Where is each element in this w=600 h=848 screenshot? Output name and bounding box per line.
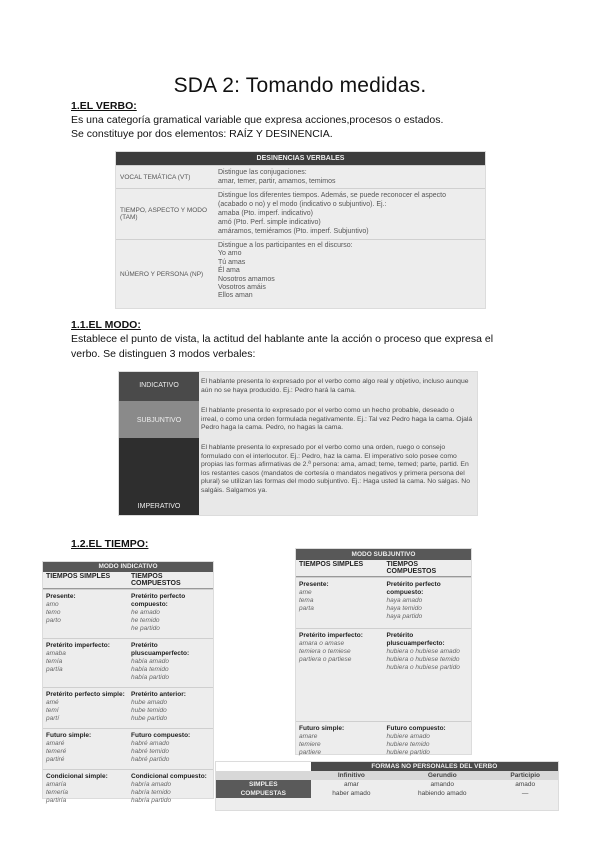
- verb-form: amara o amase: [299, 640, 345, 647]
- subjuntivo-header: MODO SUBJUNTIVO: [296, 549, 471, 560]
- verb-form: haya partido: [386, 613, 423, 620]
- desinencia-line: amar, temer, partir, amamos, temimos: [218, 178, 336, 185]
- tense-block: [296, 628, 471, 675]
- subjuntivo-table: [296, 549, 471, 754]
- verb-form: parto: [46, 617, 61, 624]
- modo-indicativo-label: INDICATIVO: [139, 382, 179, 389]
- col-simples: TIEMPOS SIMPLES: [299, 561, 364, 568]
- verb-form: partía: [46, 666, 63, 673]
- desinencia-line: Él ama: [218, 267, 240, 275]
- verb-form: habré amado: [131, 740, 170, 747]
- verb-form: amé: [46, 699, 59, 706]
- section-heading-modo: 1.1.EL MODO:: [71, 319, 141, 331]
- verb-form: he amado: [131, 609, 160, 616]
- verb-form: partiere: [299, 749, 322, 756]
- tense-name: Presente:: [46, 593, 76, 600]
- formas-col: Participio: [510, 772, 540, 779]
- verb-form: hubiera o hubiese partido: [386, 664, 460, 671]
- tense-name: Presente:: [299, 581, 329, 588]
- verbo-line-1: Es una categoría gramatical variable que expresa acciones,procesos o estados.: [71, 114, 444, 126]
- verb-form: habré temido: [131, 748, 169, 755]
- desinencia-line: Vosotros amáis: [218, 284, 266, 292]
- verb-form: amo: [46, 601, 59, 608]
- col-compuestos: TIEMPOS COMPUESTOS: [386, 561, 437, 575]
- formas-header: FORMAS NO PERSONALES DEL VERBO: [311, 762, 558, 771]
- tense-name: Futuro simple:: [46, 732, 92, 739]
- tense-name: Condicional simple:: [46, 773, 108, 780]
- desinencia-label: NÚMERO Y PERSONA (NP): [120, 271, 204, 278]
- tense-name: Pretérito perfecto compuesto:: [386, 581, 441, 596]
- indicativo-table: [43, 562, 213, 804]
- desinencia-label: VOCAL TEMÁTICA (VT): [120, 173, 191, 181]
- verb-form: temía: [46, 658, 63, 665]
- verb-form: habría amado: [131, 781, 172, 788]
- indicativo-header: MODO INDICATIVO: [43, 562, 213, 572]
- tense-block: [43, 728, 213, 767]
- tense-name: Pretérito imperfecto:: [46, 642, 110, 649]
- verb-form: partiría: [46, 797, 67, 804]
- desinencias-header: DESINENCIAS VERBALES: [116, 152, 485, 165]
- formas-table: [216, 762, 558, 810]
- verb-form: amare: [299, 733, 318, 740]
- tense-name: Pretérito perfecto compuesto:: [131, 593, 186, 608]
- verb-form: habré partido: [131, 756, 170, 763]
- verb-form: partiera o partiese: [299, 656, 352, 663]
- tense-block: [43, 687, 213, 726]
- desinencia-line: Yo amo: [218, 250, 242, 258]
- tense-block: [296, 721, 471, 760]
- page-title: SDA 2: Tomando medidas.: [173, 74, 427, 97]
- verb-form: hubiere partido: [386, 749, 430, 756]
- tense-name: Futuro simple:: [299, 725, 345, 732]
- formas-row-label: SIMPLES: [216, 780, 311, 789]
- desinencia-line: amáramos, temiéramos (Pto. imperf. Subjuntivo): [218, 228, 369, 235]
- verb-form: temí: [46, 707, 59, 714]
- verb-form: amaré: [46, 740, 65, 747]
- tense-block: [43, 638, 213, 685]
- verb-form: hube amado: [131, 699, 168, 706]
- section-heading-verbo: 1.EL VERBO:: [71, 100, 137, 112]
- verb-form: haya amado: [386, 597, 423, 604]
- verb-form: amaría: [46, 781, 67, 788]
- tense-name: Futuro compuesto:: [131, 732, 191, 739]
- desinencia-line: Tú amas: [218, 258, 246, 266]
- verb-form: haya temido: [386, 605, 422, 612]
- section-heading-tiempo: 1.2.EL TIEMPO:: [71, 538, 149, 550]
- formas-cell: —: [521, 790, 529, 797]
- verb-form: partiré: [46, 756, 65, 763]
- formas-cell: habiendo amado: [418, 790, 467, 797]
- modos-table: [119, 372, 477, 515]
- formas-cell: haber amado: [332, 790, 371, 797]
- formas-col: Infinitivo: [337, 772, 365, 779]
- verb-form: ame: [299, 589, 312, 596]
- formas-row-label: COMPUESTAS: [216, 789, 311, 798]
- formas-col: Gerundio: [427, 772, 457, 779]
- verb-form: parta: [299, 605, 314, 612]
- verb-form: temería: [46, 789, 69, 796]
- verbo-line-2: Se constituye por dos elementos: RAÍZ Y DESINENCIA.: [71, 128, 333, 140]
- desinencia-line: Nosotros amamos: [218, 275, 275, 283]
- tense-block: [296, 577, 471, 624]
- verb-form: he temido: [131, 617, 160, 624]
- verb-form: hubiere amado: [386, 733, 430, 740]
- tense-block: [43, 589, 213, 636]
- verb-form: habría partido: [131, 797, 172, 804]
- desinencia-line: Distingue a los participantes en el discurso:: [218, 242, 353, 249]
- verb-form: hubiera o hubiese temido: [386, 656, 460, 663]
- modo-line-2: verbo. Se distinguen 3 modos verbales:: [71, 348, 256, 360]
- desinencia-line: (acabado o no) y el modo (indicativo o subjuntivo). Ej.:: [218, 201, 387, 208]
- modo-subjuntivo-label: SUBJUNTIVO: [136, 417, 182, 424]
- verb-form: amaba: [46, 650, 66, 657]
- desinencia-line: Distingue las conjugaciones:: [218, 169, 307, 176]
- col-simples: TIEMPOS SIMPLES: [46, 573, 111, 580]
- tense-block: [43, 769, 213, 808]
- tense-name: Condicional compuesto:: [131, 773, 207, 780]
- desinencia-line: amaba (Pto. imperf. indicativo): [218, 210, 313, 217]
- tense-name: Pretérito pluscuamperfecto:: [131, 642, 190, 657]
- desinencia-line: amó (Pto. Perf. simple indicativo): [218, 219, 321, 226]
- verb-form: temeré: [46, 748, 67, 755]
- verb-form: temiera o temiese: [299, 648, 351, 655]
- verb-form: habría temido: [131, 789, 171, 796]
- verb-form: tema: [299, 597, 314, 604]
- modo-subjuntivo-text: El hablante presenta lo expresado por el verbo como un hecho probable, deseado o irreal, o como una orden formulada negativamente. Ej.: Tal vez Pedro haga la cama. Ojalá Pedro haga la cama. Pedro, no hagas la cama.: [201, 407, 473, 431]
- verb-form: hube temido: [131, 707, 167, 714]
- desinencia-line: Ellos aman: [218, 292, 253, 300]
- modo-indicativo-text: El hablante presenta lo expresado por el verbo como algo real y objetivo, incluso aunque aún no se haya producido. Ej.: Pedro hará la cama.: [201, 378, 469, 394]
- desinencias-table: [116, 152, 485, 308]
- verb-form: hubiera o hubiese amado: [386, 648, 460, 655]
- verb-form: había temido: [131, 666, 169, 673]
- modo-imperativo-text: El hablante presenta lo expresado por el verbo como una orden, ruego o consejo formulado con el interlocutor. Ej.: Pedro, haz la cama. El imperativo solo posee como propias las formas afirmativas de 2.ª persona: ama, amad; teme, temed; parte, partid. En los restantes casos (mandatos de cortesía o mandatos negativos y primera persona del plural) se utilizan las formas del modo subjuntivo. Ej.: Haga usted la cama. No salgas. No salgáis. Salgamos ya.: [201, 444, 470, 494]
- tense-name: Pretérito perfecto simple:: [46, 691, 125, 698]
- verb-form: hubiere temido: [386, 741, 430, 748]
- verb-form: he partido: [131, 625, 160, 632]
- tense-name: Futuro compuesto:: [386, 725, 446, 732]
- verb-form: había amado: [131, 658, 169, 665]
- verb-form: temiere: [299, 741, 321, 748]
- verb-form: había partido: [131, 674, 169, 681]
- tense-name: Pretérito pluscuamperfecto:: [386, 632, 445, 647]
- verb-form: temo: [46, 609, 61, 616]
- desinencia-line: Distingue los diferentes tiempos. Además, se puede reconocer el aspecto: [218, 192, 447, 199]
- tense-name: Pretérito anterior:: [131, 691, 186, 698]
- formas-cell: amado: [515, 781, 536, 788]
- modo-line-1: Establece el punto de vista, la actitud del hablante ante la acción o proceso que expresa el: [71, 333, 494, 345]
- desinencia-label: TIEMPO, ASPECTO Y MODO (TAM): [120, 207, 208, 221]
- formas-cell: amar: [343, 781, 359, 788]
- col-compuestos: TIEMPOS COMPUESTOS: [131, 573, 181, 587]
- modo-imperativo-label: IMPERATIVO: [137, 503, 181, 510]
- verb-form: partí: [46, 715, 60, 722]
- verb-form: hube partido: [131, 715, 168, 722]
- tense-name: Pretérito imperfecto:: [299, 632, 363, 639]
- formas-cell: amando: [430, 781, 454, 788]
